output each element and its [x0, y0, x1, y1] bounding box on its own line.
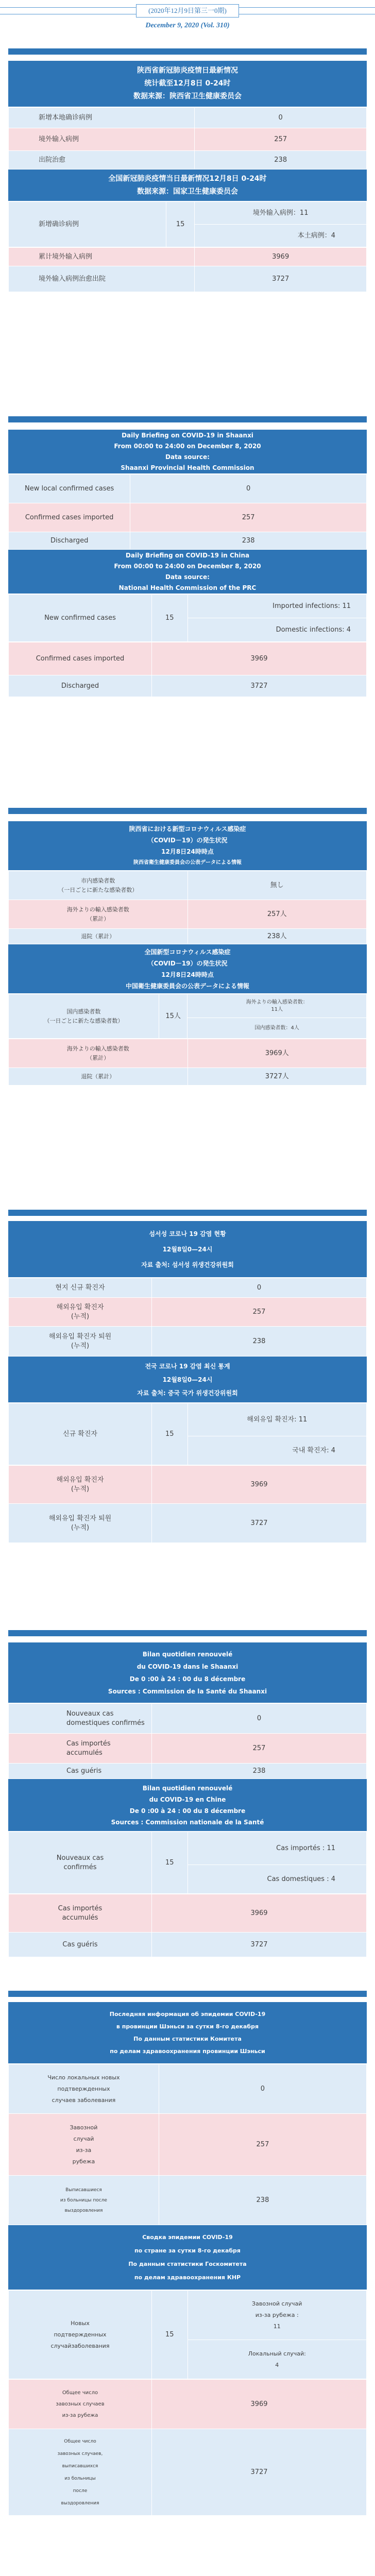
- ja-shaanxi-header: [8, 821, 367, 871]
- ja-subtitle: （COVID－19）の発生状況: [147, 836, 228, 844]
- ko-row-value: 3969: [152, 1466, 367, 1504]
- zh-row-label: 境外输入病例治愈出院: [9, 266, 195, 292]
- ru-source-line-1: По данным статистики Комитета: [133, 2035, 242, 2042]
- zh-title: 陕西省新冠肺炎疫情日最新情况: [137, 66, 238, 75]
- en-china-period: From 00:00 to 24:00 on December 8, 2020: [114, 562, 261, 570]
- fr-domestic: Cas domestiques : 4: [187, 1865, 367, 1894]
- section-en: [8, 430, 367, 697]
- ja-time: 12月8日24時時点: [161, 848, 214, 855]
- fr-row-label: Cas guéris: [9, 1933, 152, 1957]
- ja-row-label: 海外よりの輸入感染者数 （累計）: [9, 900, 188, 929]
- zh-row-label: 新增本地确诊病例: [9, 108, 195, 128]
- ko-row-label: 현지 신규 확진자: [9, 1278, 152, 1298]
- ja-row-value: 257人: [187, 900, 367, 929]
- ru-subtitle: в провинции Шэньси за сутки 8-го декабря: [116, 2023, 259, 2030]
- en-row-label: Discharged: [9, 675, 152, 697]
- ko-row-label: 해외유입 확진자 (누적): [9, 1466, 152, 1504]
- ja-source: 陕西省衛生健康委員会の公表データによる情報: [133, 859, 242, 866]
- en-new-cases-total: 15: [152, 595, 188, 642]
- en-row-label: Discharged: [9, 532, 130, 550]
- fr-subtitle: du COVID-19 dans le Shaanxi: [137, 1663, 238, 1670]
- en-row-value: 3969: [152, 642, 367, 675]
- ru-china-subtitle: по стране за сутки 8-го декабря: [134, 2247, 241, 2254]
- ja-new-cases-label: 国内感染者数 （一日ごとに新たな感染者数）: [9, 994, 159, 1039]
- ru-imported: Завозной случай из-за рубежа : 11: [187, 2291, 367, 2340]
- ru-title: Последняя информация об эпидемии COVID-19: [109, 2010, 266, 2018]
- ko-row-label: 해외유입 확진자 퇴원 (누적): [9, 1327, 152, 1357]
- ru-row-value: 0: [159, 2064, 366, 2114]
- ja-imported: 海外よりの輸入感染者数： 11人: [187, 994, 367, 1018]
- fr-title: Bilan quotidien renouvelé: [142, 1650, 233, 1658]
- en-row-label: Confirmed cases imported: [9, 642, 152, 675]
- section-bar-ja: [8, 808, 367, 814]
- ja-row-value: 3727人: [187, 1068, 367, 1086]
- ru-row-value: 3727: [152, 2429, 367, 2516]
- section-zh: [8, 61, 367, 292]
- zh-new-cases-label: 新增确诊病例: [9, 202, 166, 247]
- ko-source: 자료 출처: 섬서성 위생건강위원회: [141, 1261, 234, 1268]
- en-china-source-label: Data source:: [165, 573, 210, 581]
- zh-china-header: [8, 170, 367, 201]
- ja-row-value: 238人: [187, 929, 367, 944]
- fr-china-subtitle: du COVID-19 en Chine: [149, 1795, 226, 1803]
- en-title: Daily Briefing on COVID-19 in Shaanxi: [122, 431, 253, 439]
- section-ja: [8, 821, 367, 1086]
- zh-source: 数据来源：陕西省卫生健康委员会: [133, 92, 242, 100]
- ko-china-period: 12월8일0—24시: [162, 1376, 213, 1383]
- section-bar-ko: [8, 1210, 367, 1216]
- section-bar-en: [8, 416, 367, 422]
- section-fr: [8, 1642, 367, 1957]
- ru-source-line-2: по делам здравоохранения провинции Шэньси: [110, 2047, 265, 2055]
- en-row-value: 238: [130, 532, 367, 550]
- ru-row-label: Выписавшиеся из больницы после выздоровления: [9, 2176, 159, 2225]
- fr-china-source: Sources : Commission nationale de la Santé: [111, 1818, 264, 1826]
- en-row-label: New local confirmed cases: [9, 474, 130, 503]
- en-row-label: Confirmed cases imported: [9, 503, 130, 532]
- ko-domestic: 국내 확진자: 4: [187, 1436, 367, 1465]
- ko-period: 12월8일0—24시: [162, 1245, 213, 1253]
- ja-row-value: 無し: [187, 871, 367, 900]
- section-bar-ru: [8, 1991, 367, 1997]
- ja-row-label: 退院（累計）: [9, 929, 188, 944]
- ko-row-label: 해외유입 확진자 퇴원 (누적): [9, 1504, 152, 1543]
- ko-china-title: 전국 코로나 19 감염 최신 통계: [145, 1362, 230, 1370]
- en-row-value: 0: [130, 474, 367, 503]
- fr-row-value: 257: [152, 1734, 367, 1764]
- en-source-label: Data source:: [165, 453, 210, 461]
- ru-row-label: Число локальных новых подтвержденных случаев заболевания: [9, 2064, 159, 2114]
- fr-source: Sources : Commission de la Santé du Shaanxi: [108, 1687, 267, 1695]
- ru-row-label: Общее число завозных случаев, выписавшихся из больницы после выздоровления: [9, 2429, 152, 2516]
- ru-row-value: 257: [159, 2114, 366, 2176]
- ru-new-cases-label: Новых подтвержденных случайзаболевания: [9, 2291, 152, 2379]
- ru-new-cases-total: 15: [152, 2291, 188, 2379]
- fr-row-label: Cas importés accumulés: [9, 1734, 152, 1764]
- ja-row-label: 海外よりの輸入感染者数 （累計）: [9, 1039, 188, 1068]
- fr-china-period: De 0 :00 à 24 : 00 du 8 décembre: [129, 1807, 246, 1815]
- fr-row-value: 0: [152, 1704, 367, 1734]
- en-domestic: Domestic infections: 4: [187, 618, 367, 642]
- zh-new-cases-total: 15: [166, 202, 195, 247]
- ja-china-time: 12月8日24時時点: [161, 971, 214, 978]
- fr-china-header: [8, 1779, 367, 1832]
- ru-row-value: 3969: [152, 2380, 367, 2429]
- ko-china-source: 자료 출처: 중국 국가 위생건강위원회: [137, 1389, 238, 1397]
- zh-china-source: 数据来源：国家卫生健康委员会: [137, 187, 238, 196]
- fr-row-label: Nouveaux cas domestiques confirmés: [9, 1704, 152, 1734]
- fr-row-value: 3969: [152, 1894, 367, 1933]
- ko-new-cases-total: 15: [152, 1403, 188, 1465]
- en-imported: Imported infections: 11: [187, 595, 367, 618]
- ko-shaanxi-header: [8, 1221, 367, 1278]
- en-row-value: 3727: [152, 675, 367, 697]
- issue-number: (2020年12月9日第三一0期): [136, 4, 239, 18]
- fr-imported: Cas importés : 11: [187, 1832, 367, 1865]
- zh-period: 统计截至12月8日 0-24时: [144, 79, 231, 88]
- fr-row-value: 238: [152, 1764, 367, 1779]
- section-bar-zh: [8, 48, 367, 55]
- issue-date: December 9, 2020 (Vol. 310): [145, 22, 230, 29]
- en-china-title: Daily Briefing on COVID-19 in China: [125, 551, 250, 559]
- ko-row-label: 해외유입 확진자 (누적): [9, 1298, 152, 1327]
- ko-row-value: 238: [152, 1327, 367, 1357]
- en-shaanxi-header: [8, 430, 367, 474]
- ru-china-title: Сводка эпидемии COVID-19: [142, 2233, 233, 2241]
- zh-row-value: 3969: [195, 248, 367, 266]
- ru-china-source-line-1: По данным статистики Госкомитета: [128, 2260, 247, 2267]
- ja-row-label: 退院（累計）: [9, 1068, 188, 1086]
- zh-imported: 境外输入病例：11: [195, 202, 367, 225]
- fr-period: De 0 :00 à 24 : 00 du 8 décembre: [129, 1675, 246, 1683]
- ko-imported: 해외유입 확진자: 11: [187, 1403, 367, 1436]
- fr-china-title: Bilan quotidien renouvelé: [142, 1784, 233, 1792]
- ru-local: Локальный случай: 4: [187, 2340, 367, 2379]
- zh-row-label: 累计境外输入病例: [9, 248, 195, 266]
- ja-domestic: 国内感染者数：4人: [187, 1018, 367, 1039]
- ja-china-header: [8, 944, 367, 994]
- zh-row-value: 257: [195, 128, 367, 151]
- zh-local: 本土病例：4: [195, 225, 367, 247]
- en-source: Shaanxi Provincial Health Commission: [121, 464, 254, 471]
- zh-china-title: 全国新冠肺炎疫情当日最新情况12月8日 0-24时: [108, 174, 267, 183]
- ru-row-label: Общее число завозных случаев из-за рубежа: [9, 2380, 152, 2429]
- en-china-header: [8, 550, 367, 594]
- zh-shaanxi-header: [8, 61, 367, 107]
- fr-row-label: Cas importés accumulés: [9, 1894, 152, 1933]
- ru-china-header: [8, 2225, 367, 2290]
- fr-row-value: 3727: [152, 1933, 367, 1957]
- section-ru: [8, 2002, 367, 2516]
- zh-row-value: 3727: [195, 266, 367, 292]
- en-china-source: National Health Commission of the PRC: [118, 584, 257, 591]
- zh-row-value: 238: [195, 151, 367, 170]
- ko-china-header: [8, 1357, 367, 1403]
- en-new-cases-label: New confirmed cases: [9, 595, 152, 642]
- ja-china-title: 全国新型コロナウィルス感染症: [144, 948, 231, 956]
- section-bar-fr: [8, 1630, 367, 1636]
- fr-shaanxi-header: [8, 1642, 367, 1703]
- fr-new-cases-label: Nouveaux cas confirmés: [9, 1832, 152, 1894]
- fr-new-cases-total: 15: [152, 1832, 188, 1894]
- zh-row-value: 0: [195, 108, 367, 128]
- ja-china-source: 中国衛生健康委員会の公表データによる情報: [125, 982, 249, 990]
- ru-row-label: Завозной случай из-за рубежа: [9, 2114, 159, 2176]
- ja-row-label: 市内感染者数 （一日ごとに新たな感染者数）: [9, 871, 188, 900]
- fr-row-label: Cas guéris: [9, 1764, 152, 1779]
- zh-row-label: 境外输入病例: [9, 128, 195, 151]
- ko-new-cases-label: 신규 확진자: [9, 1403, 152, 1465]
- en-row-value: 257: [130, 503, 367, 532]
- ru-china-source-line-2: по делам здравоохранения КНР: [134, 2274, 241, 2281]
- ja-title: 陕西省における新型コロナウィルス感染症: [129, 825, 246, 833]
- section-ko: [8, 1221, 367, 1543]
- ja-china-subtitle: （COVID－19）の発生状況: [147, 959, 228, 967]
- ko-row-value: 257: [152, 1298, 367, 1327]
- ko-title: 섬서성 코로나 19 감염 현황: [149, 1230, 226, 1238]
- ja-new-cases-total: 15人: [159, 994, 187, 1039]
- ko-row-value: 3727: [152, 1504, 367, 1543]
- zh-row-label: 出院治愈: [9, 151, 195, 170]
- ru-row-value: 238: [159, 2176, 366, 2225]
- ru-shaanxi-header: [8, 2002, 367, 2064]
- ja-row-value: 3969人: [187, 1039, 367, 1068]
- ko-row-value: 0: [152, 1278, 367, 1298]
- en-period: From 00:00 to 24:00 on December 8, 2020: [114, 442, 261, 450]
